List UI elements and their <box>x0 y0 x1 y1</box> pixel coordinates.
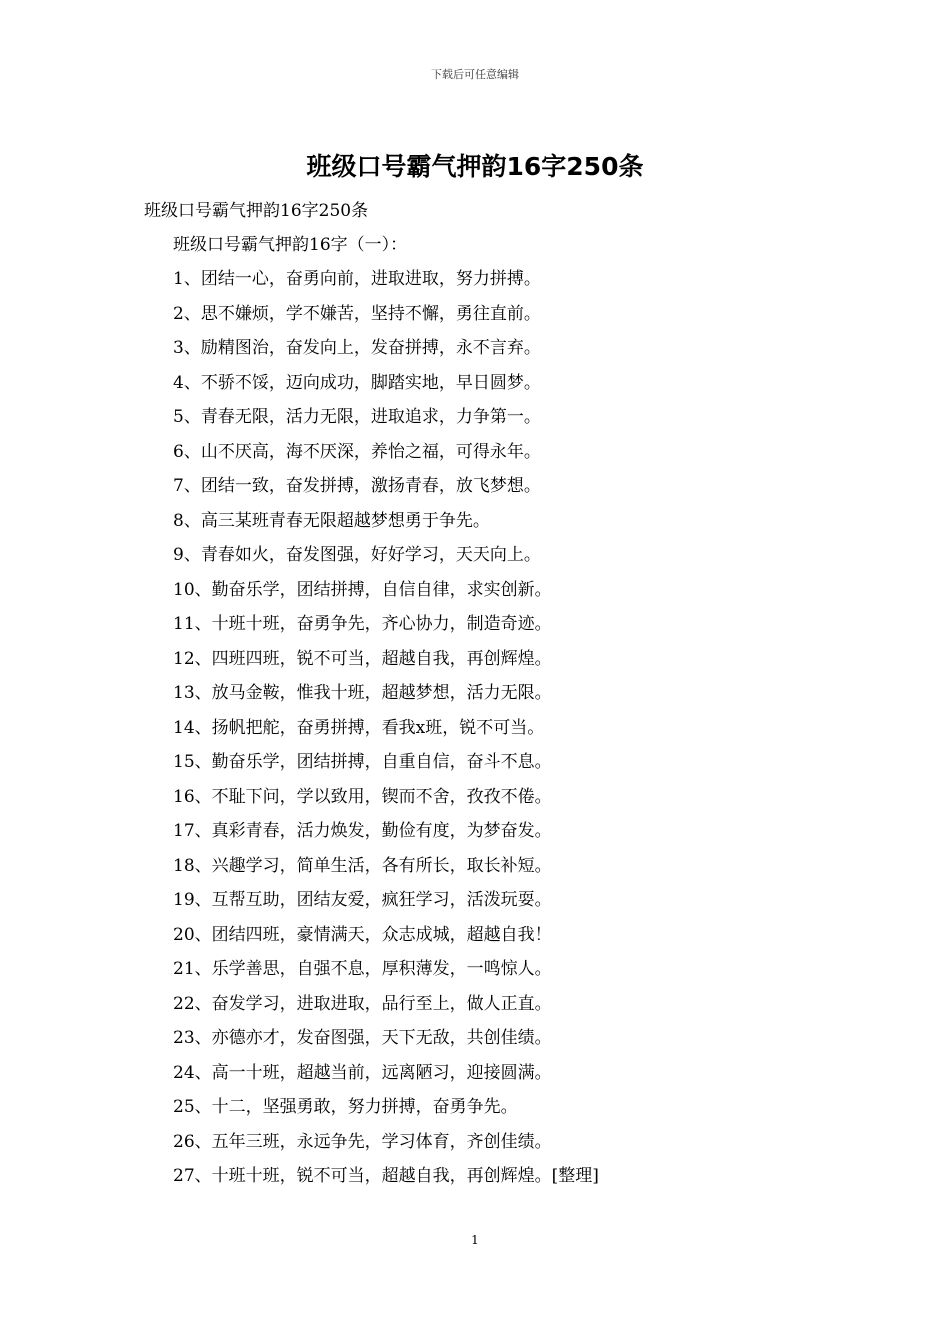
document-subtitle: 班级口号霸气押韵16字250条 <box>144 201 369 221</box>
list-item: 2、思不嫌烦，学不嫌苦，坚持不懈，勇往直前。 <box>173 303 541 324</box>
list-item: 16、不耻下问，学以致用，锲而不舍，孜孜不倦。 <box>173 786 552 807</box>
page-number: 1 <box>471 1233 479 1247</box>
list-item: 13、放马金鞍，惟我十班，超越梦想，活力无限。 <box>173 683 552 703</box>
list-item: 1、团结一心，奋勇向前，进取进取，努力拼搏。 <box>173 269 541 289</box>
list-item: 8、高三某班青春无限超越梦想勇于争先。 <box>173 510 490 531</box>
page-header-note: 下载后可任意编辑 <box>431 68 519 81</box>
list-item: 12、四班四班，锐不可当，超越自我，再创辉煌。 <box>173 648 552 669</box>
list-item: 19、互帮互助，团结友爱，疯狂学习，活泼玩耍。 <box>173 890 552 910</box>
list-item: 9、青春如火，奋发图强，好好学习，天天向上。 <box>173 545 541 565</box>
list-item: 11、十班十班，奋勇争先，齐心协力，制造奇迹。 <box>173 614 552 634</box>
section-heading: 班级口号霸气押韵16字（一）： <box>173 235 408 255</box>
list-item: 25、十二，坚强勇敢，努力拼搏，奋勇争先。 <box>173 1097 518 1117</box>
list-item: 5、青春无限，活力无限，进取追求，力争第一。 <box>173 407 541 427</box>
list-item: 17、真彩青春，活力焕发，勤俭有度，为梦奋发。 <box>173 821 552 841</box>
list-item: 26、五年三班，永远争先，学习体育，齐创佳绩。 <box>173 1131 552 1152</box>
list-item: 18、兴趣学习，简单生活，各有所长，取长补短。 <box>173 855 552 876</box>
list-item: 21、乐学善思，自强不息，厚积薄发，一鸣惊人。 <box>173 959 552 979</box>
document-title: 班级口号霸气押韵16字250条 <box>306 152 644 181</box>
list-item: 27、十班十班，锐不可当，超越自我，再创辉煌。[整理] <box>173 1166 599 1186</box>
list-item: 22、奋发学习，进取进取，品行至上，做人正直。 <box>173 993 552 1014</box>
list-item: 15、勤奋乐学，团结拼搏，自重自信，奋斗不息。 <box>173 752 552 772</box>
slogan-list <box>173 265 599 1197</box>
list-item: 23、亦德亦才，发奋图强，天下无敌，共创佳绩。 <box>173 1028 552 1048</box>
list-item: 14、扬帆把舵，奋勇拼搏，看我x班，锐不可当。 <box>173 717 545 738</box>
list-item: 24、高一十班，超越当前，远离陋习，迎接圆满。 <box>173 1062 552 1083</box>
list-item: 6、山不厌高，海不厌深，养怡之福，可得永年。 <box>173 441 541 462</box>
list-item: 20、团结四班，豪情满天，众志成城，超越自我！ <box>173 924 552 945</box>
list-item: 4、不骄不馁，迈向成功，脚踏实地，早日圆梦。 <box>173 372 541 393</box>
list-item: 7、团结一致，奋发拼搏，激扬青春，放飞梦想。 <box>173 476 541 496</box>
list-item: 3、励精图治，奋发向上，发奋拼搏，永不言弃。 <box>173 338 541 358</box>
list-item: 10、勤奋乐学，团结拼搏，自信自律，求实创新。 <box>173 579 552 600</box>
